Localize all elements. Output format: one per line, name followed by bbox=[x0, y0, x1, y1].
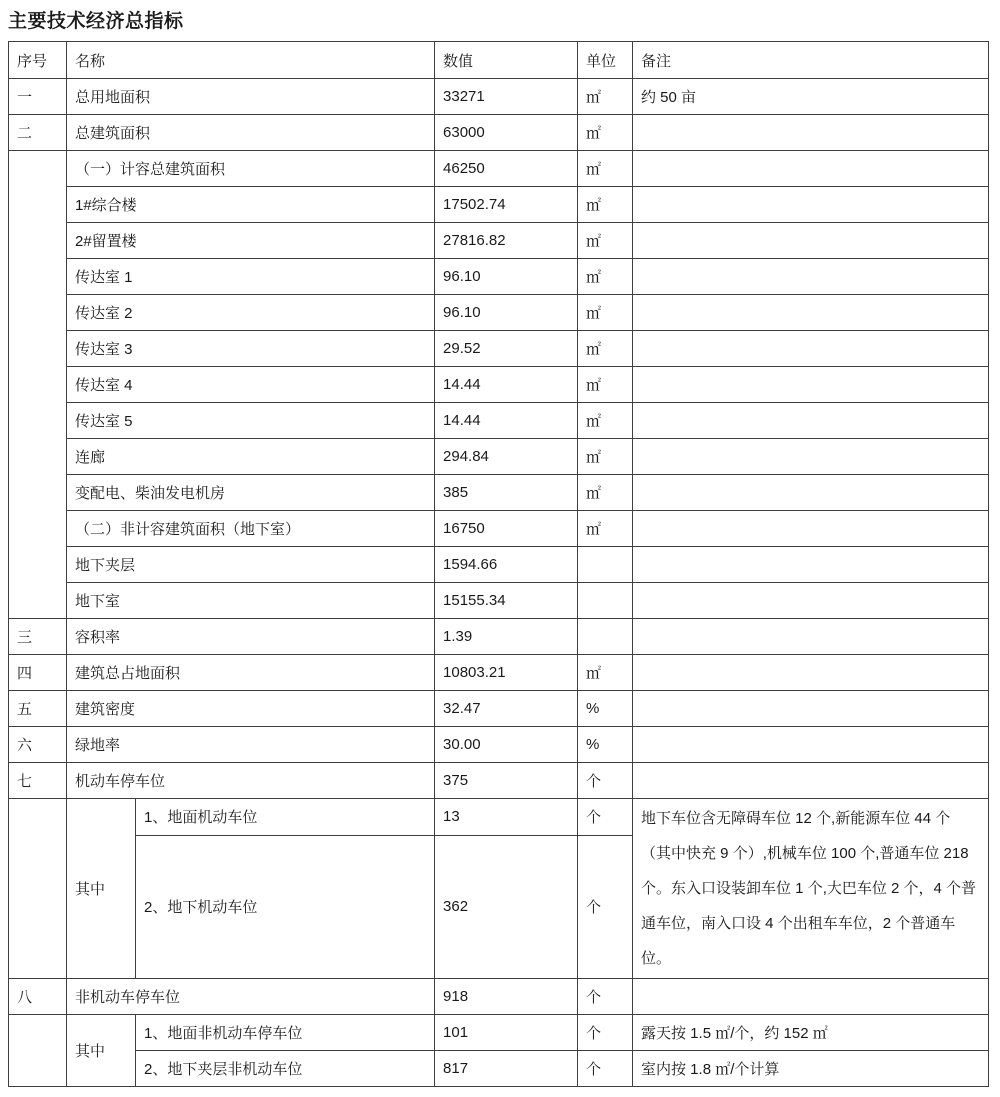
table-row bbox=[9, 115, 989, 151]
unit-cell bbox=[578, 547, 633, 583]
note-cell bbox=[633, 151, 989, 187]
table-row bbox=[9, 799, 989, 836]
note-cell bbox=[633, 547, 989, 583]
value-cell: 29.52 bbox=[435, 331, 578, 367]
table-row bbox=[9, 151, 989, 187]
index-cell: 四 bbox=[9, 655, 67, 691]
value-cell: 27816.82 bbox=[435, 223, 578, 259]
col-header-name: 名称 bbox=[67, 42, 435, 79]
note-cell bbox=[633, 439, 989, 475]
table-row bbox=[9, 1015, 989, 1051]
note-cell bbox=[633, 475, 989, 511]
name-cell: 机动车停车位 bbox=[67, 763, 435, 799]
col-header-note: 备注 bbox=[633, 42, 989, 79]
name-cell: 1、地面非机动车停车位 bbox=[136, 1015, 435, 1051]
name-cell: 传达室 2 bbox=[67, 295, 435, 331]
unit-cell: ㎡ bbox=[578, 655, 633, 691]
table-row bbox=[9, 655, 989, 691]
unit-cell: 个 bbox=[578, 1051, 633, 1087]
name-cell: 地下室 bbox=[67, 583, 435, 619]
note-cell: 室内按 1.8 ㎡/个计算 bbox=[633, 1051, 989, 1087]
name-cell: 总建筑面积 bbox=[67, 115, 435, 151]
note-cell bbox=[633, 619, 989, 655]
name-cell: 2、地下夹层非机动车位 bbox=[136, 1051, 435, 1087]
value-cell: 375 bbox=[435, 763, 578, 799]
value-cell: 101 bbox=[435, 1015, 578, 1051]
value-cell: 385 bbox=[435, 475, 578, 511]
unit-cell: ㎡ bbox=[578, 439, 633, 475]
note-cell bbox=[633, 331, 989, 367]
note-cell bbox=[633, 259, 989, 295]
value-cell: 96.10 bbox=[435, 295, 578, 331]
index-cell: 八 bbox=[9, 979, 67, 1015]
indicators-table bbox=[8, 41, 989, 1087]
note-cell bbox=[633, 295, 989, 331]
table-row bbox=[9, 691, 989, 727]
index-cell-empty bbox=[9, 151, 67, 619]
table-row bbox=[9, 403, 989, 439]
table-row bbox=[9, 583, 989, 619]
table-row bbox=[9, 727, 989, 763]
value-cell: 16750 bbox=[435, 511, 578, 547]
name-cell: （一）计容总建筑面积 bbox=[67, 151, 435, 187]
table-row bbox=[9, 259, 989, 295]
note-cell bbox=[633, 187, 989, 223]
name-cell: 地下夹层 bbox=[67, 547, 435, 583]
value-cell: 817 bbox=[435, 1051, 578, 1087]
name-cell: 1#综合楼 bbox=[67, 187, 435, 223]
unit-cell: ㎡ bbox=[578, 475, 633, 511]
index-cell: 三 bbox=[9, 619, 67, 655]
name-cell: 传达室 1 bbox=[67, 259, 435, 295]
value-cell: 32.47 bbox=[435, 691, 578, 727]
col-header-unit: 单位 bbox=[578, 42, 633, 79]
unit-cell: ㎡ bbox=[578, 331, 633, 367]
note-cell: 地下车位含无障碍车位 12 个,新能源车位 44 个（其中快充 9 个）,机械车位 100 个,普通车位 218 个。东入口设装卸车位 1 个,大巴车位 2 个，4 个普通车位，南入口设 4 个出租车车位，2 个普通车位。 bbox=[633, 799, 989, 979]
value-cell: 14.44 bbox=[435, 367, 578, 403]
name-cell: 建筑总占地面积 bbox=[67, 655, 435, 691]
name-cell: 传达室 4 bbox=[67, 367, 435, 403]
value-cell: 33271 bbox=[435, 79, 578, 115]
unit-cell: ㎡ bbox=[578, 403, 633, 439]
index-cell: 五 bbox=[9, 691, 67, 727]
value-cell: 63000 bbox=[435, 115, 578, 151]
value-cell: 96.10 bbox=[435, 259, 578, 295]
unit-cell: ㎡ bbox=[578, 151, 633, 187]
name-cell: 总用地面积 bbox=[67, 79, 435, 115]
value-cell: 17502.74 bbox=[435, 187, 578, 223]
unit-cell: % bbox=[578, 691, 633, 727]
unit-cell: ㎡ bbox=[578, 79, 633, 115]
unit-cell: 个 bbox=[578, 1015, 633, 1051]
note-cell bbox=[633, 115, 989, 151]
note-cell bbox=[633, 691, 989, 727]
index-cell: 二 bbox=[9, 115, 67, 151]
value-cell: 1594.66 bbox=[435, 547, 578, 583]
name-cell: 1、地面机动车位 bbox=[136, 799, 435, 836]
note-cell bbox=[633, 367, 989, 403]
note-cell bbox=[633, 763, 989, 799]
unit-cell: ㎡ bbox=[578, 115, 633, 151]
index-cell-empty bbox=[9, 799, 67, 979]
index-cell: 一 bbox=[9, 79, 67, 115]
name-cell: （二）非计容建筑面积（地下室） bbox=[67, 511, 435, 547]
table-row bbox=[9, 331, 989, 367]
note-cell bbox=[633, 583, 989, 619]
table-row bbox=[9, 547, 989, 583]
note-cell bbox=[633, 511, 989, 547]
table-row bbox=[9, 79, 989, 115]
value-cell: 14.44 bbox=[435, 403, 578, 439]
value-cell: 10803.21 bbox=[435, 655, 578, 691]
name-cell: 2、地下机动车位 bbox=[136, 835, 435, 978]
unit-cell: % bbox=[578, 727, 633, 763]
name-cell: 容积率 bbox=[67, 619, 435, 655]
value-cell: 294.84 bbox=[435, 439, 578, 475]
name-cell: 变配电、柴油发电机房 bbox=[67, 475, 435, 511]
note-cell bbox=[633, 403, 989, 439]
index-cell-empty bbox=[9, 1015, 67, 1087]
table-row bbox=[9, 763, 989, 799]
unit-cell: ㎡ bbox=[578, 187, 633, 223]
value-cell: 15155.34 bbox=[435, 583, 578, 619]
index-cell: 七 bbox=[9, 763, 67, 799]
unit-cell: ㎡ bbox=[578, 259, 633, 295]
table-row bbox=[9, 223, 989, 259]
unit-cell bbox=[578, 583, 633, 619]
group-cell: 其中 bbox=[67, 799, 136, 979]
table-row bbox=[9, 511, 989, 547]
unit-cell: 个 bbox=[578, 835, 633, 978]
unit-cell: ㎡ bbox=[578, 511, 633, 547]
table-row bbox=[9, 619, 989, 655]
col-header-index: 序号 bbox=[9, 42, 67, 79]
note-cell: 露天按 1.5 ㎡/个，约 152 ㎡ bbox=[633, 1015, 989, 1051]
unit-cell bbox=[578, 619, 633, 655]
group-cell: 其中 bbox=[67, 1015, 136, 1087]
table-row bbox=[9, 979, 989, 1015]
value-cell: 362 bbox=[435, 835, 578, 978]
unit-cell: ㎡ bbox=[578, 295, 633, 331]
table-row bbox=[9, 187, 989, 223]
col-header-value: 数值 bbox=[435, 42, 578, 79]
unit-cell: 个 bbox=[578, 763, 633, 799]
note-cell bbox=[633, 979, 989, 1015]
name-cell: 2#留置楼 bbox=[67, 223, 435, 259]
note-cell bbox=[633, 727, 989, 763]
note-cell: 约 50 亩 bbox=[633, 79, 989, 115]
table-row bbox=[9, 295, 989, 331]
name-cell: 传达室 3 bbox=[67, 331, 435, 367]
table-row bbox=[9, 475, 989, 511]
unit-cell: 个 bbox=[578, 799, 633, 836]
value-cell: 30.00 bbox=[435, 727, 578, 763]
value-cell: 13 bbox=[435, 799, 578, 836]
name-cell: 建筑密度 bbox=[67, 691, 435, 727]
name-cell: 传达室 5 bbox=[67, 403, 435, 439]
value-cell: 918 bbox=[435, 979, 578, 1015]
table-row bbox=[9, 367, 989, 403]
unit-cell: 个 bbox=[578, 979, 633, 1015]
page-title: 主要技术经济总指标 bbox=[8, 11, 184, 32]
table-row bbox=[9, 439, 989, 475]
name-cell: 连廊 bbox=[67, 439, 435, 475]
table-header-row bbox=[9, 42, 989, 79]
note-cell bbox=[633, 655, 989, 691]
value-cell: 46250 bbox=[435, 151, 578, 187]
index-cell: 六 bbox=[9, 727, 67, 763]
name-cell: 非机动车停车位 bbox=[67, 979, 435, 1015]
note-cell bbox=[633, 223, 989, 259]
unit-cell: ㎡ bbox=[578, 223, 633, 259]
value-cell: 1.39 bbox=[435, 619, 578, 655]
unit-cell: ㎡ bbox=[578, 367, 633, 403]
name-cell: 绿地率 bbox=[67, 727, 435, 763]
